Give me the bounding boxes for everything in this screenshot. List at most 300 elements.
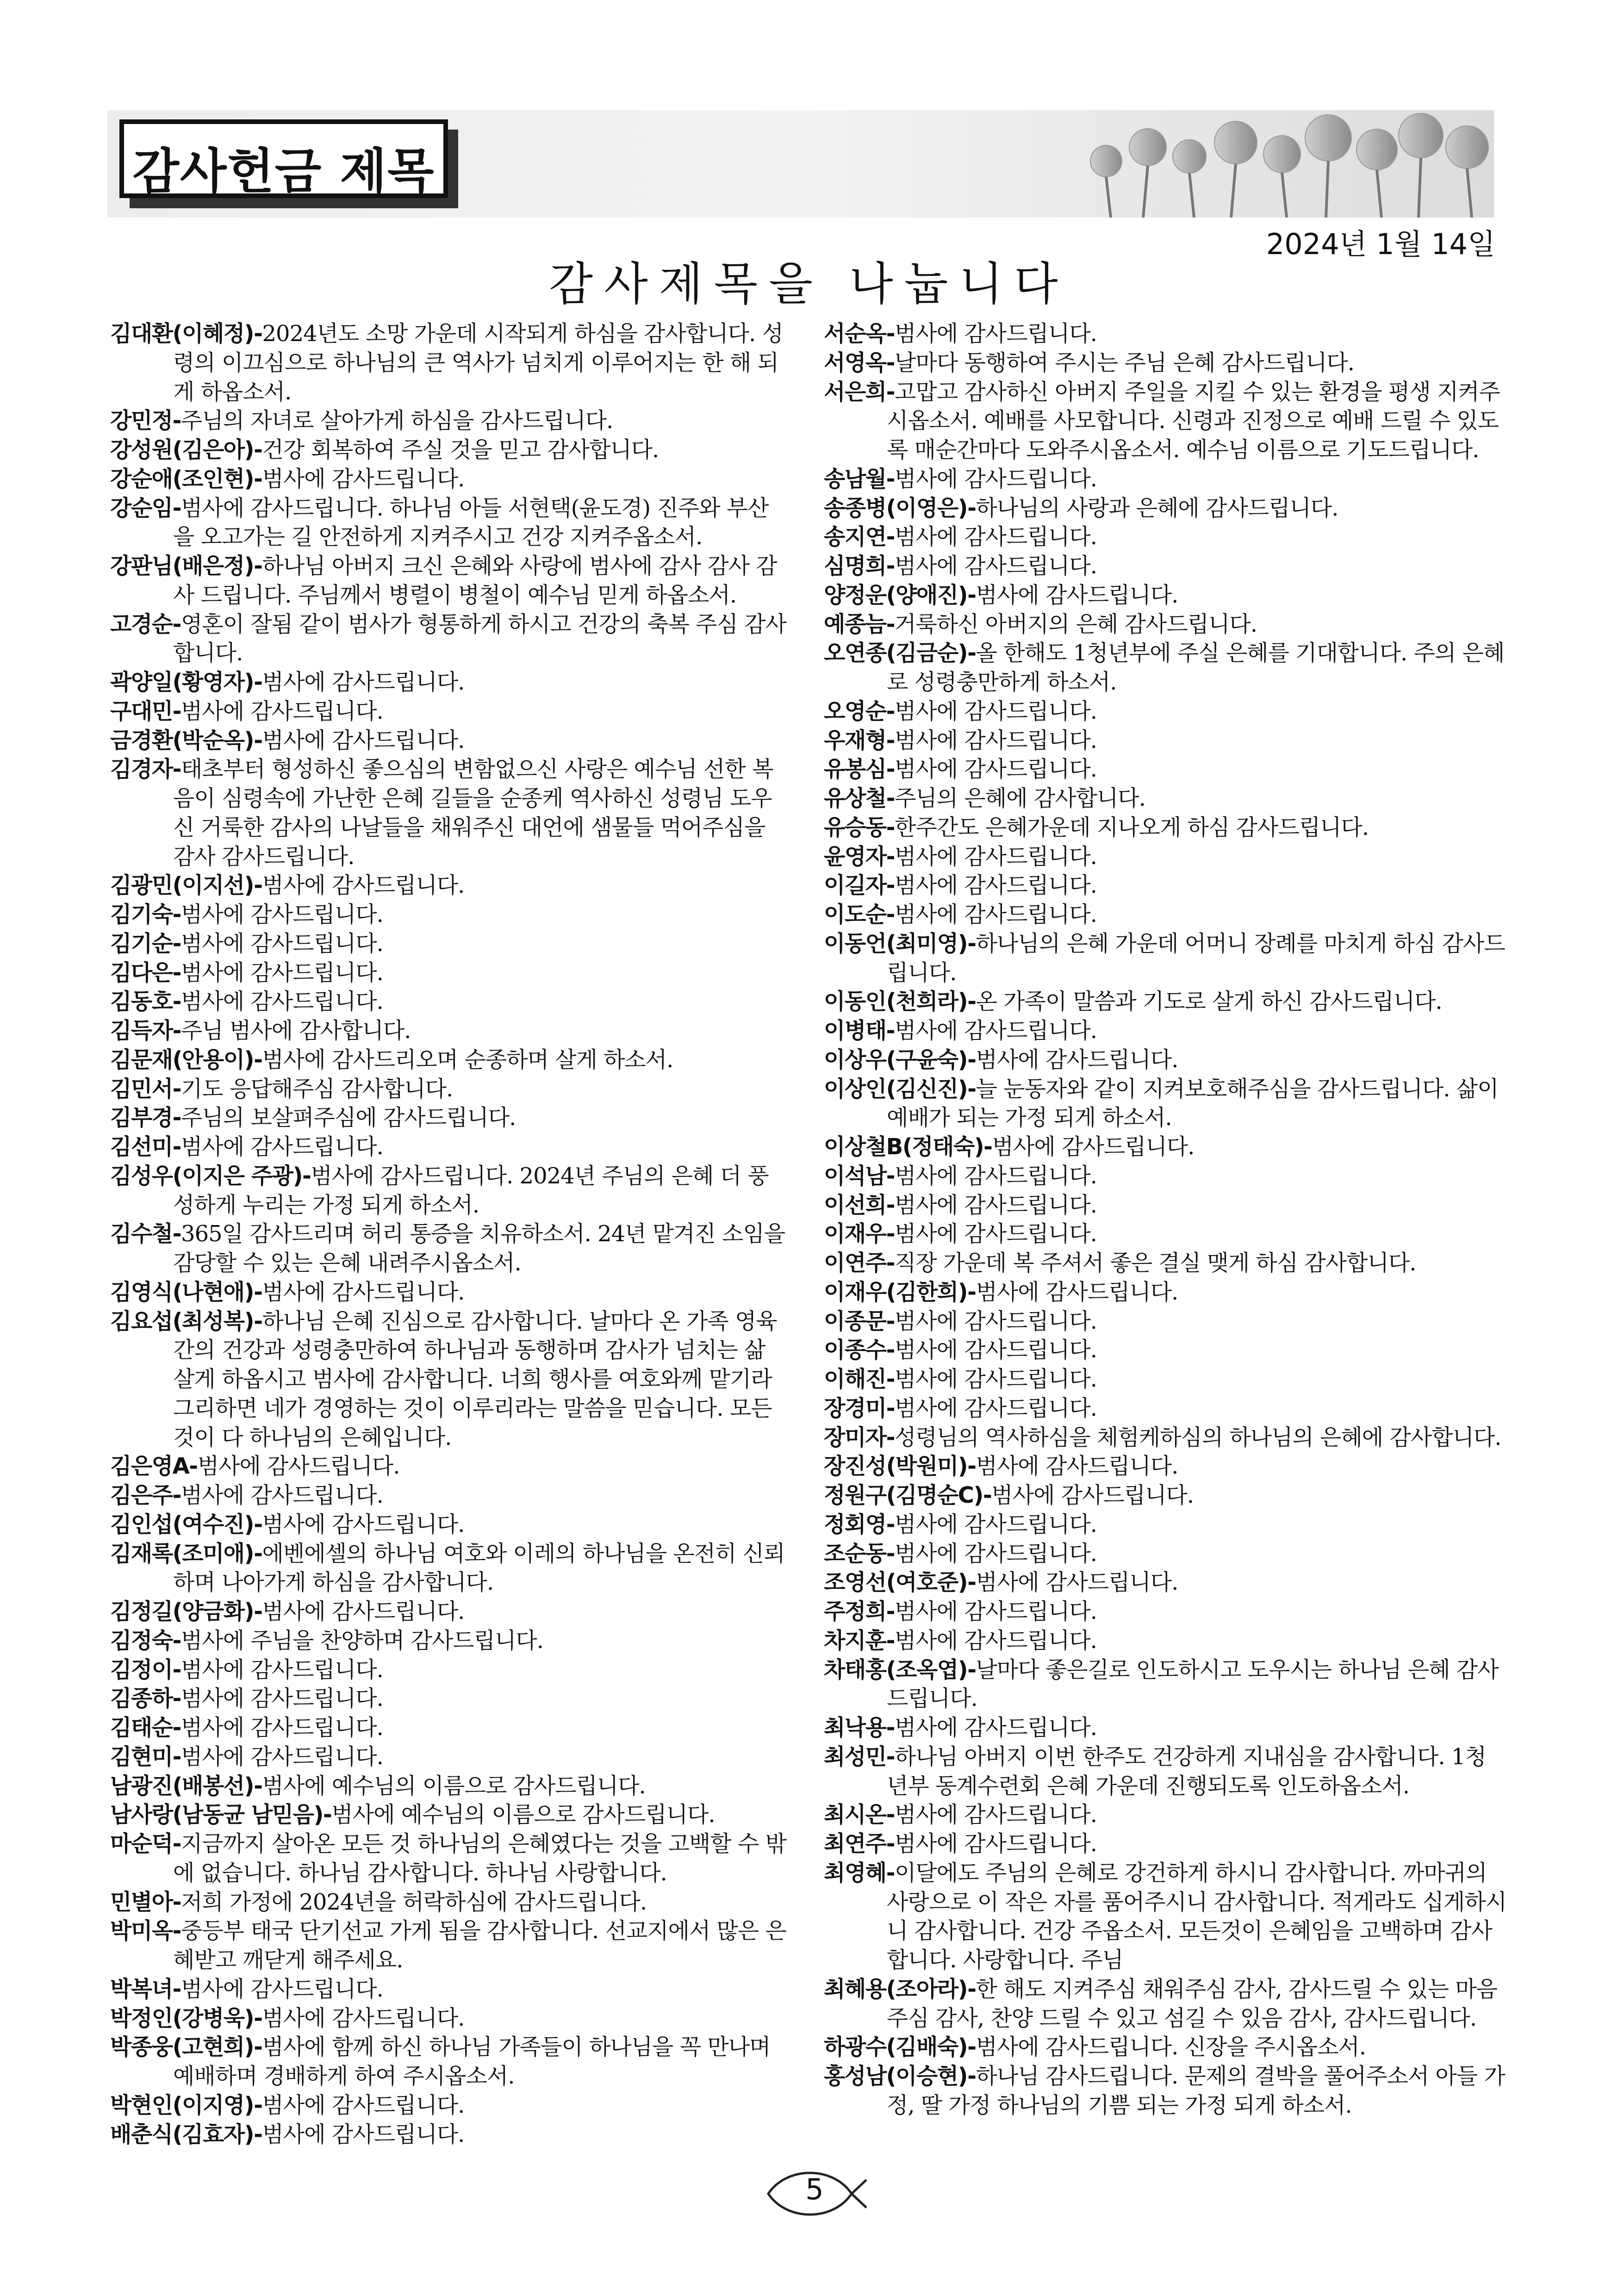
list-item: [824, 1568, 1506, 1597]
list-item: [824, 755, 1506, 784]
donor-name: 김종하: [110, 1686, 173, 1712]
donor-name: 남광진(배봉선): [110, 1773, 254, 1799]
thanksgiving-text: 범사에 감사드리오며 순종하며 살게 하소서.: [262, 1046, 673, 1073]
thanksgiving-text: 범사에 감사드립니다.: [895, 1715, 1097, 1741]
section-heading: 감사제목을 나눕니다: [549, 258, 1069, 311]
name-separator: -: [172, 1715, 181, 1741]
donor-name: 이병태: [824, 1018, 886, 1044]
donor-name: 고경순: [110, 611, 173, 637]
donor-name: 김정이: [110, 1656, 173, 1683]
donor-name: 강순임: [110, 495, 173, 521]
list-item: [824, 1132, 1506, 1162]
donor-name: 오연종(김금순): [824, 640, 968, 666]
thanksgiving-text: 범사에 감사드립니다.: [895, 843, 1097, 870]
name-separator: -: [886, 1802, 895, 1828]
donor-name: 유승동: [824, 814, 886, 840]
name-separator: -: [886, 1163, 895, 1189]
page-title-box: [119, 119, 448, 198]
donor-name: 마순덕: [110, 1831, 173, 1857]
list-item: [824, 1626, 1506, 1655]
list-item: [824, 1045, 1506, 1075]
name-separator: -: [886, 872, 895, 899]
list-item: [824, 1016, 1506, 1045]
donor-name: 박종웅(고현희): [110, 2034, 254, 2060]
donor-name: 구대민: [110, 698, 173, 724]
donor-name: 박복녀: [110, 1976, 173, 2002]
thanksgiving-text: 범사에 감사드립니다.: [976, 1569, 1178, 1596]
donor-name: 조영선(여호준): [824, 1569, 968, 1596]
name-separator: -: [967, 2034, 976, 2060]
donor-name: 박정인(강병욱): [110, 2005, 254, 2031]
thanksgiving-text: 범사에 감사드립니다.: [262, 669, 465, 695]
name-separator: -: [967, 1569, 976, 1596]
donor-name: 김성우(이지은 주광): [110, 1163, 303, 1189]
thanksgiving-text: 범사에 감사드립니다.: [181, 698, 383, 724]
name-separator: -: [172, 1221, 181, 1247]
list-item: [824, 1336, 1506, 1365]
donor-name: 송종병(이영은): [824, 495, 968, 521]
thanksgiving-text: 하나님 아버지 크신 은혜와 사랑에 범사에 감사 감사 감사 드립니다. 주님께서 병렬이 병철이 예수님 믿게 하옵소서.: [173, 553, 777, 608]
donor-name: 강순애(조인현): [110, 466, 254, 492]
donor-name: 민별아: [110, 1889, 173, 1915]
donor-name: 이상철B(정태숙): [824, 1134, 984, 1160]
thanksgiving-text: 범사에 감사드립니다.: [991, 1482, 1194, 1508]
name-separator: -: [254, 1046, 262, 1073]
name-separator: -: [172, 989, 181, 1015]
list-item: [110, 1307, 788, 1452]
list-item: [824, 697, 1506, 726]
list-item: [110, 697, 788, 726]
list-item: [824, 813, 1506, 842]
name-separator: -: [886, 1018, 895, 1044]
donor-name: 최영혜: [824, 1860, 886, 1886]
name-separator: -: [254, 1279, 262, 1305]
donor-name: 김대환(이혜정): [110, 321, 254, 347]
thanksgiving-text: 직장 가운데 복 주셔서 좋은 결실 맺게 하심 감사합니다.: [895, 1250, 1416, 1276]
page-number: 5: [805, 2172, 824, 2206]
thanksgiving-text: 범사에 주님을 찬양하며 감사드립니다.: [181, 1627, 543, 1654]
name-separator: -: [172, 1889, 181, 1915]
list-item: [110, 1045, 788, 1075]
donor-name: 이해진: [824, 1366, 886, 1392]
list-item: [824, 2033, 1506, 2062]
donor-name: 차태홍(조옥엽): [824, 1656, 968, 1683]
thanksgiving-text: 범사에 감사드립니다.: [262, 1279, 465, 1305]
list-item: [110, 2033, 788, 2091]
list-item: [110, 2120, 788, 2149]
name-separator: -: [302, 1163, 311, 1189]
name-separator: -: [967, 582, 976, 608]
list-item: [110, 1800, 788, 1829]
name-separator: -: [172, 1482, 181, 1508]
thanksgiving-text: 하나님의 은혜 가운데 어머니 장례를 마치게 하심 감사드립니다.: [887, 930, 1505, 986]
donor-name: 최낙용: [824, 1715, 886, 1741]
thanksgiving-text: 범사에 예수님의 이름으로 감사드립니다.: [262, 1773, 646, 1799]
list-item: [824, 523, 1506, 552]
thanksgiving-text: 범사에 감사드립니다.: [895, 756, 1097, 783]
donor-name: 김수철: [110, 1221, 173, 1247]
name-separator: -: [254, 2121, 262, 2147]
list-item: [110, 2091, 788, 2120]
thanksgiving-text: 2024년도 소망 가운데 시작되게 하심을 감사합니다. 성령의 이끄심으로 하나님의 큰 역사가 넘치게 이루어지는 한 해 되게 하옵소서.: [173, 321, 783, 405]
donor-name: 장진성(박원미): [824, 1453, 968, 1480]
name-separator: -: [254, 2092, 262, 2118]
thanksgiving-text: 올 한해도 1청년부에 주실 은혜를 기대합니다. 주의 은혜로 성령충만하게 하소서.: [887, 640, 1505, 695]
name-separator: -: [886, 524, 895, 550]
name-separator: -: [983, 1482, 992, 1508]
name-separator: -: [886, 843, 895, 870]
name-separator: -: [967, 1656, 976, 1683]
donor-name: 김기순: [110, 930, 173, 957]
donor-name: 우재형: [824, 727, 886, 753]
thanksgiving-text: 범사에 감사드립니다.: [895, 1599, 1097, 1624]
thanksgiving-text: 거룩하신 아버지의 은혜 감사드립니다.: [895, 611, 1257, 637]
donor-name: 송지연: [824, 524, 886, 550]
list-item: [110, 1684, 788, 1713]
name-separator: -: [886, 698, 895, 724]
name-separator: -: [323, 1802, 332, 1828]
thanksgiving-text: 365일 감사드리며 허리 통증을 치유하소서. 24년 맡겨진 소임을 감당할 수 있는 은혜 내려주시옵소서.: [173, 1221, 785, 1276]
name-separator: -: [886, 1831, 895, 1857]
list-item: [110, 1510, 788, 1539]
list-item: [110, 1103, 788, 1132]
thanksgiving-text: 범사에 감사드립니다.: [895, 1337, 1097, 1363]
name-separator: -: [886, 756, 895, 783]
name-separator: -: [967, 1453, 976, 1480]
list-item: [824, 1278, 1506, 1307]
thanksgiving-text: 범사에 감사드립니다. 신장을 주시옵소서.: [976, 2034, 1366, 2060]
donor-name: 박현인(이지영): [110, 2092, 254, 2118]
thanksgiving-text: 범사에 감사드립니다.: [895, 902, 1097, 927]
list-item: [824, 319, 1506, 348]
donor-name: 조순동: [824, 1540, 886, 1567]
name-separator: -: [254, 872, 262, 899]
donor-name: 서순옥: [824, 321, 886, 347]
name-separator: -: [189, 1453, 198, 1480]
list-item: [110, 1481, 788, 1510]
list-item: [110, 929, 788, 958]
name-separator: -: [886, 727, 895, 753]
name-separator: -: [886, 1221, 895, 1247]
donor-name: 강성원(김은아): [110, 437, 254, 463]
name-separator: -: [886, 1715, 895, 1741]
list-item: [110, 1975, 788, 2004]
name-separator: -: [886, 1860, 895, 1886]
donor-name: 심명희: [824, 553, 886, 579]
name-separator: -: [983, 1134, 992, 1160]
name-separator: -: [886, 1366, 895, 1392]
name-separator: -: [254, 437, 262, 463]
list-item: [824, 494, 1506, 523]
name-separator: -: [172, 1918, 181, 1944]
list-item: [824, 871, 1506, 900]
donor-name: 정회영: [824, 1511, 886, 1537]
list-item: [824, 726, 1506, 755]
thanksgiving-text: 하나님 은혜 진심으로 감사합니다. 날마다 온 가족 영육간의 건강과 성령충만하여 하나님과 동행하며 감사가 넘치는 삶 살게 하옵시고 범사에 감사합니다. 너희 행사를 여호와께 맡기라 그리하면 네가 경영하는 것이 이루리라는 말씀을 믿습니다. 모든 것이 다 하나님의 은혜입니다.: [173, 1308, 777, 1450]
name-separator: -: [172, 1134, 181, 1160]
list-item: [824, 552, 1506, 581]
thanksgiving-text: 범사에 감사드립니다.: [262, 2005, 465, 2031]
name-separator: -: [172, 756, 181, 783]
thanksgiving-text: 하나님 아버지 이번 한주도 건강하게 지내심을 감사합니다. 1청년부 동계수련회 은혜 가운데 진행되도록 인도하옵소서.: [887, 1743, 1486, 1799]
list-item: [824, 610, 1506, 639]
donor-name: 송남월: [824, 466, 886, 492]
name-separator: -: [172, 1686, 181, 1712]
donor-name: 이종문: [824, 1308, 886, 1334]
name-separator: -: [254, 1308, 262, 1334]
donor-name: 박미옥: [110, 1918, 173, 1944]
thanksgiving-text: 범사에 감사드립니다. 2024년 주님의 은혜 더 풍성하게 누리는 가정 되게 하소서.: [173, 1163, 769, 1218]
donor-name: 김동호: [110, 989, 173, 1015]
donor-name: 김광민(이지선): [110, 872, 254, 899]
thanksgiving-text: 주님 범사에 감사합니다.: [181, 1018, 411, 1044]
thanksgiving-text: 기도 응답해주심 감사합니다.: [181, 1076, 453, 1102]
donor-name: 이재우(김한희): [824, 1279, 968, 1305]
list-item: [110, 1075, 788, 1104]
list-item: [110, 465, 788, 494]
donor-name: 최혜용(조아라): [824, 1976, 968, 2002]
name-separator: -: [254, 2005, 262, 2031]
list-item: [110, 1655, 788, 1685]
thanksgiving-text: 범사에 감사드립니다.: [895, 1395, 1097, 1421]
name-separator: -: [172, 1018, 181, 1044]
list-item: [824, 1510, 1506, 1539]
name-separator: -: [172, 1105, 181, 1131]
thanksgiving-text: 건강 회복하여 주실 것을 믿고 감사합니다.: [262, 437, 659, 463]
thanksgiving-text: 범사에 감사드립니다.: [181, 1743, 383, 1770]
thanksgiving-text: 온 가족이 말씀과 기도로 살게 하신 감사드립니다.: [976, 989, 1442, 1015]
name-separator: -: [172, 959, 181, 986]
thanksgiving-text: 범사에 감사드립니다.: [181, 1686, 383, 1712]
thanksgiving-text: 성령님의 역사하심을 체험케하심의 하나님의 은혜에 감사합니다.: [895, 1424, 1501, 1450]
name-separator: -: [886, 1599, 895, 1624]
thanksgiving-text: 범사에 감사드립니다.: [895, 1163, 1097, 1189]
list-item: [824, 1713, 1506, 1742]
name-separator: -: [886, 1192, 895, 1218]
right-column: [824, 319, 1506, 2120]
thanksgiving-text: 범사에 감사드립니다.: [181, 930, 383, 957]
thanksgiving-text: 범사에 감사드립니다. 하나님 아들 서현택(윤도경) 진주와 부산을 오고가는 길 안전하게 지켜주시고 건강 지켜주옵소서.: [173, 495, 769, 550]
thanksgiving-text: 범사에 감사드립니다.: [895, 727, 1097, 753]
donor-name: 이상인(김신진): [824, 1076, 968, 1102]
donor-name: 김정숙: [110, 1627, 173, 1654]
thanksgiving-text: 범사에 감사드립니다.: [976, 1046, 1178, 1073]
thanksgiving-text: 범사에 감사드립니다.: [895, 1308, 1097, 1334]
name-separator: -: [254, 321, 262, 347]
thanksgiving-text: 범사에 감사드립니다.: [181, 959, 383, 986]
list-item: [824, 378, 1506, 465]
thanksgiving-text: 범사에 감사드립니다.: [895, 1540, 1097, 1567]
donor-name: 최연주: [824, 1831, 886, 1857]
thanksgiving-text: 범사에 감사드립니다.: [976, 1279, 1178, 1305]
name-separator: -: [254, 2034, 262, 2060]
name-separator: -: [254, 1599, 262, 1624]
name-separator: -: [172, 611, 181, 637]
donor-name: 최시온: [824, 1802, 886, 1828]
donor-name: 김경자: [110, 756, 173, 783]
list-item: [110, 1016, 788, 1045]
list-item: [824, 1539, 1506, 1568]
thanksgiving-text: 범사에 감사드립니다.: [262, 2092, 465, 2118]
name-separator: -: [967, 1976, 976, 2002]
thanksgiving-text: 늘 눈동자와 같이 지켜보호해주심을 감사드립니다. 삶이 예배가 되는 가정 되게 하소서.: [887, 1076, 1499, 1131]
thanksgiving-text: 범사에 감사드립니다.: [976, 1453, 1178, 1480]
donor-name: 장경미: [824, 1395, 886, 1421]
donor-name: 이동언(최미영): [824, 930, 968, 957]
list-item: [824, 900, 1506, 929]
thanksgiving-text: 주님의 자녀로 살아가게 하심을 감사드립니다.: [181, 408, 613, 434]
thanksgiving-text: 범사에 감사드립니다.: [895, 1366, 1097, 1392]
name-separator: -: [886, 1308, 895, 1334]
list-item: [110, 1772, 788, 1801]
thanksgiving-text: 범사에 감사드립니다.: [197, 1453, 400, 1480]
list-item: [824, 639, 1506, 697]
donor-name: 김은영A: [110, 1453, 189, 1480]
donor-name: 유봉심: [824, 756, 886, 783]
thanksgiving-text: 저희 가정에 2024년을 허락하심에 감사드립니다.: [181, 1889, 647, 1915]
thanksgiving-text: 주님의 은혜에 감사합니다.: [895, 785, 1145, 811]
list-item: [110, 1162, 788, 1220]
thanksgiving-text: 범사에 감사드립니다.: [262, 727, 465, 753]
name-separator: -: [172, 698, 181, 724]
list-item: [110, 319, 788, 406]
list-item: [824, 1365, 1506, 1394]
name-separator: -: [886, 1743, 895, 1770]
list-item: [824, 1800, 1506, 1829]
list-item: [110, 1626, 788, 1655]
name-separator: -: [967, 989, 976, 1015]
thanksgiving-text: 범사에 감사드립니다.: [895, 466, 1097, 492]
flower-illustration: [1069, 110, 1494, 218]
name-separator: -: [172, 408, 181, 434]
list-item: [824, 842, 1506, 871]
donor-name: 예종늠: [824, 611, 886, 637]
page-title: 감사헌금 제목: [132, 143, 435, 199]
thanksgiving-text: 범사에 감사드립니다.: [181, 1976, 383, 2002]
donor-name: 김문재(안용이): [110, 1046, 254, 1073]
donor-name: 금경환(박순옥): [110, 727, 254, 753]
name-separator: -: [886, 1424, 895, 1450]
thanksgiving-text: 영혼이 잘됨 같이 범사가 형통하게 하시고 건강의 축복 주심 감사합니다.: [173, 611, 786, 666]
thanksgiving-text: 주님의 보살펴주심에 감사드립니다.: [181, 1105, 516, 1131]
donor-name: 서영옥: [824, 349, 886, 376]
donor-name: 서은희: [824, 379, 886, 405]
thanksgiving-text: 범사에 감사드립니다.: [895, 1627, 1097, 1654]
thanksgiving-text: 범사에 감사드립니다.: [262, 872, 465, 899]
name-separator: -: [172, 1976, 181, 2002]
name-separator: -: [967, 1279, 976, 1305]
thanksgiving-text: 범사에 감사드립니다.: [895, 1221, 1097, 1247]
list-item: [824, 1829, 1506, 1859]
name-separator: -: [254, 553, 262, 579]
donor-name: 이재우: [824, 1221, 886, 1247]
donor-name: 강민정: [110, 408, 173, 434]
thanksgiving-text: 범사에 감사드립니다.: [262, 1599, 465, 1624]
name-separator: -: [254, 1511, 262, 1537]
list-item: [824, 465, 1506, 494]
donor-name: 김영식(나현애): [110, 1279, 254, 1305]
donor-name: 김현미: [110, 1743, 173, 1770]
donor-name: 이연주: [824, 1250, 886, 1276]
thanksgiving-text: 범사에 감사드립니다.: [262, 2121, 465, 2147]
name-separator: -: [886, 1395, 895, 1421]
list-item: [824, 1655, 1506, 1714]
list-item: [110, 552, 788, 610]
donor-name: 김인섭(여수진): [110, 1511, 254, 1537]
list-item: [824, 1191, 1506, 1220]
donor-name: 김부경: [110, 1105, 173, 1131]
donor-name: 김재록(조미애): [110, 1540, 254, 1567]
thanksgiving-text: 범사에 감사드립니다.: [181, 902, 383, 927]
list-item: [824, 2062, 1506, 2120]
list-item: [110, 668, 788, 697]
donor-name: 남사랑(남동균 남믿음): [110, 1802, 323, 1828]
donor-name: 홍성남(이승현): [824, 2063, 968, 2089]
donor-name: 양정운(양애진): [824, 582, 968, 608]
name-separator: -: [886, 466, 895, 492]
list-item: [824, 1162, 1506, 1191]
list-item: [110, 987, 788, 1016]
donor-name: 강판님(배은정): [110, 553, 254, 579]
name-separator: -: [254, 727, 262, 753]
thanksgiving-text: 한주간도 은혜가운데 지나오게 하심 감사드립니다.: [895, 814, 1369, 840]
name-separator: -: [886, 1511, 895, 1537]
thanksgiving-text: 범사에 감사드립니다.: [181, 1715, 383, 1741]
donor-name: 정원구(김명순C): [824, 1482, 983, 1508]
list-item: [110, 726, 788, 755]
thanksgiving-text: 범사에 감사드립니다.: [895, 872, 1097, 899]
thanksgiving-text: 범사에 감사드립니다.: [976, 582, 1178, 608]
list-item: [110, 1220, 788, 1278]
list-item: [824, 1220, 1506, 1249]
thanksgiving-text: 하나님의 사랑과 은혜에 감사드립니다.: [976, 495, 1338, 521]
name-separator: -: [886, 321, 895, 347]
thanksgiving-text: 고맙고 감사하신 아버지 주일을 지킬 수 있는 환경을 평생 지켜주시옵소서. 예배를 사모합니다. 신령과 진정으로 예배 드릴 수 있도록 매순간마다 도와주시옵소서. 예수님 이름으로 기도드립니다.: [887, 379, 1500, 463]
name-separator: -: [886, 1250, 895, 1276]
name-separator: -: [967, 2063, 976, 2089]
list-item: [110, 1539, 788, 1598]
name-separator: -: [172, 495, 181, 521]
list-item: [824, 1597, 1506, 1626]
list-item: [110, 2004, 788, 2033]
thanksgiving-text: 에벤에셀의 하나님 여호와 이레의 하나님을 온전히 신뢰하며 나아가게 하심을 감사합니다.: [173, 1540, 785, 1596]
list-item: [110, 1132, 788, 1162]
name-separator: -: [254, 669, 262, 695]
donor-name: 이종수: [824, 1337, 886, 1363]
thanksgiving-text: 중등부 태국 단기선교 가게 됨을 감사합니다. 선교지에서 많은 은혜받고 깨닫게 해주세요.: [173, 1918, 786, 1973]
donor-name: 이도순: [824, 902, 886, 927]
name-separator: -: [886, 379, 895, 405]
list-item: [110, 1452, 788, 1481]
name-separator: -: [886, 349, 895, 376]
donor-name: 김요섭(최성복): [110, 1308, 254, 1334]
thanksgiving-text: 범사에 감사드립니다.: [895, 1018, 1097, 1044]
name-separator: -: [886, 1627, 895, 1654]
name-separator: -: [886, 1337, 895, 1363]
donor-name: 최성민: [824, 1743, 886, 1770]
donor-name: 김득자: [110, 1018, 173, 1044]
list-item: [824, 348, 1506, 378]
name-separator: -: [886, 611, 895, 637]
list-item: [110, 406, 788, 436]
donor-name: 김선미: [110, 1134, 173, 1160]
thanksgiving-text: 범사에 감사드립니다.: [181, 1134, 383, 1160]
left-column: [110, 319, 788, 2149]
thanksgiving-text: 범사에 함께 하신 하나님 가족들이 하나님을 꼭 만나며 예배하며 경배하게 하여 주시옵소서.: [173, 2034, 771, 2089]
list-item: [110, 871, 788, 900]
donor-name: 이선희: [824, 1192, 886, 1218]
list-item: [824, 1742, 1506, 1801]
